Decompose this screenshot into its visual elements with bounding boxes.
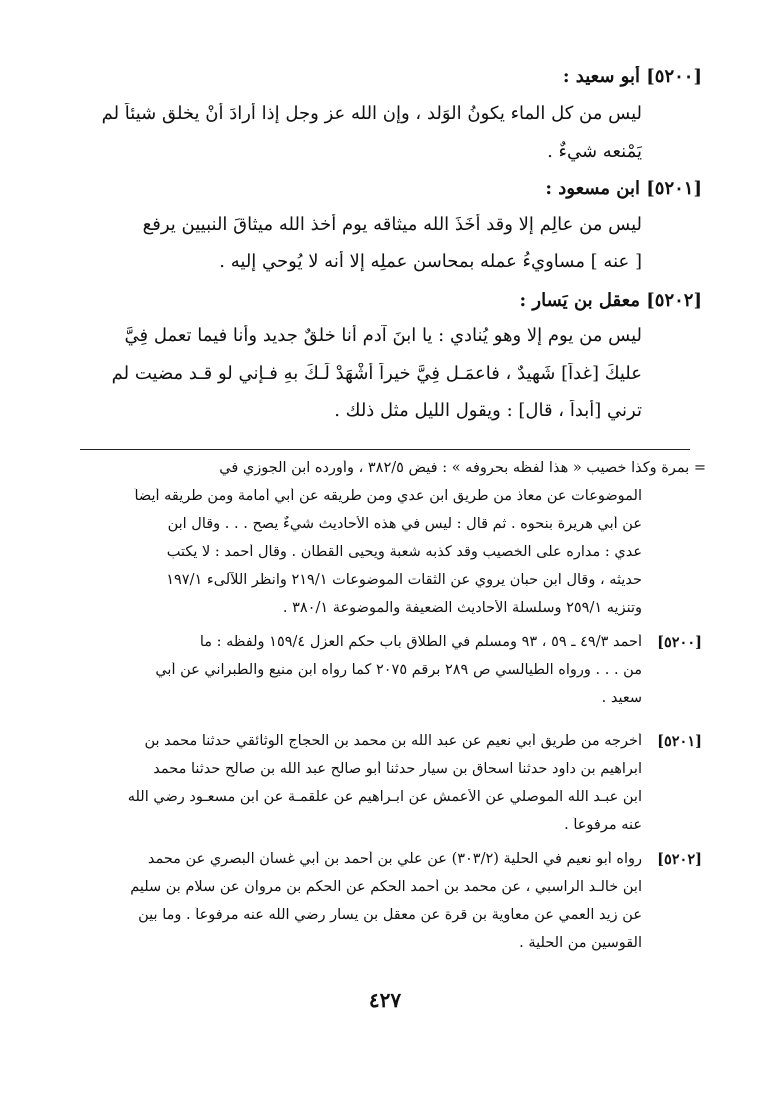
entry-text-line: [ عنه ] مساويءُ عمله بمحاسن عملِه إلا أنه لا يُوحي إليه . <box>219 251 642 272</box>
entry-number: [٥٢٠٠] <box>646 66 702 87</box>
footnote-line: ابن عبـد الله الموصلي عن الأعمش عن ابـراهيم عن علقمـة عن ابن مسعـود رضي الله <box>127 789 642 805</box>
footnote-line: سعيد . <box>601 690 642 706</box>
entry-narrator: معقل بن يَسار : <box>519 290 640 311</box>
entry-text-line: ليس من عالِمٍ إلا وقد أَخَذَ الله ميثاقه يوم أخذ الله ميثاقَ النبيين يرفع <box>142 214 642 235</box>
entry-number: [٥٢٠٢] <box>646 290 702 311</box>
entry-text-line: يَمْنعه شيءٌ . <box>547 141 642 162</box>
entry-text-line: ترني [أبداً ، قال] : ويقول الليل مثل ذلك . <box>334 400 642 421</box>
entry-header <box>62 178 702 200</box>
footnote-line: عنه مرفوعاً . <box>564 817 642 833</box>
page-number: ٤٢٧ <box>368 988 402 1012</box>
entry-header <box>62 290 702 312</box>
footnote-line: عدي : مداره على الخصيب وقد كذبه شعبة ويحيى القطان . وقال أحمد : لا يكتب <box>166 544 642 560</box>
footnote-line: القوسين من الحلية . <box>519 935 642 951</box>
footnote-line: = بمرة وكذا خصيب « هذا لفظه بحروفه » : فيض ٣٨٢/٥ ، وأورده ابن الجوزي في <box>219 460 706 476</box>
footnote-line: وتنزيه ٢٥٩/١ وسلسلة الأحاديث الضعيفة والموضوعة ٣٨٠/١ . <box>282 600 642 616</box>
footnote-line: عن أبي هريرة بنحوه . ثم قال : ليس في هذه الأحاديث شيءٌ يصح . . . وقال ابن <box>167 516 642 532</box>
footnote-separator <box>80 449 690 450</box>
entry-narrator: ابن مسعود : <box>545 178 640 199</box>
entry-text-line: ليس من كل الماء يكونُ الوَلد ، وإن الله عز وجل إذا أرادَ أنْ يخلق شيئاً لم <box>101 103 642 124</box>
footnote-line: أحمد ٤٩/٣ ـ ٥٩ ، ٩٣ ومسلم في الطلاق باب حكم العزل ١٥٩/٤ ولفظه : ما <box>199 634 642 650</box>
footnote-line: عن زيد العمي عن معاوية بن قرة عن معقل بن يسار رضي الله عنه مرفوعاً . وما بين <box>138 907 642 923</box>
footnote-line: رواه أبو نعيم في الحلية (٣٠٣/٢) عن علي بن أحمد بن أبي غسان البصري عن محمد <box>147 851 642 867</box>
entry-number: [٥٢٠١] <box>646 178 702 199</box>
footnote-line: أخرجه من طريق أبي نعيم عن عبد الله بن محمد بن الحجاج الوثائقي حدثنا محمد بن <box>144 733 642 749</box>
footnote-ref: [٥٢٠٢] <box>657 851 702 868</box>
entry-header <box>62 66 702 88</box>
footnote-line: من . . . ورواه الطيالسي ص ٢٨٩ برقم ٢٠٧٥ كما رواه ابن منيع والطبراني عن أبي <box>155 662 642 678</box>
footnote-line: الموضوعات عن معاذ من طريق ابن عدي ومن طريقه عن أبي أمامة ومن طريقه أيضاً <box>134 488 642 504</box>
footnote-line: حديثه ، وقال ابن حبان يروي عن الثقات الموضوعات ٢١٩/١ وانظر اللآلىء ١٩٧/١ <box>166 572 642 588</box>
entry-text-line: عليكَ [غداً] شَهيدٌ ، فاعمَـل فِيَّ خيراً أشْهَدْ لَـكَ بهِ فـإني لو قـد مضيت لم <box>111 363 642 384</box>
footnote-ref: [٥٢٠٠] <box>657 634 702 651</box>
footnote-line: ابن خالـد الراسبي ، عن محمد بن أحمد الحكم عن الحكم بن مروان عن سلام بن سليم <box>130 879 642 895</box>
entry-text-line: ليس من يوم إلا وهو يُنادي : يا ابنَ آدم أنا خلقٌ جديد وأنا فيما تعمل فِيَّ <box>124 325 642 346</box>
entry-narrator: أبو سعيد : <box>562 66 640 87</box>
footnote-line: ابراهيم بن داود حدثنا اسحاق بن سيار حدثنا أبو صالح عبد الله بن صالح حدثنا محمد <box>153 761 642 777</box>
footnote-ref: [٥٢٠١] <box>657 733 702 750</box>
